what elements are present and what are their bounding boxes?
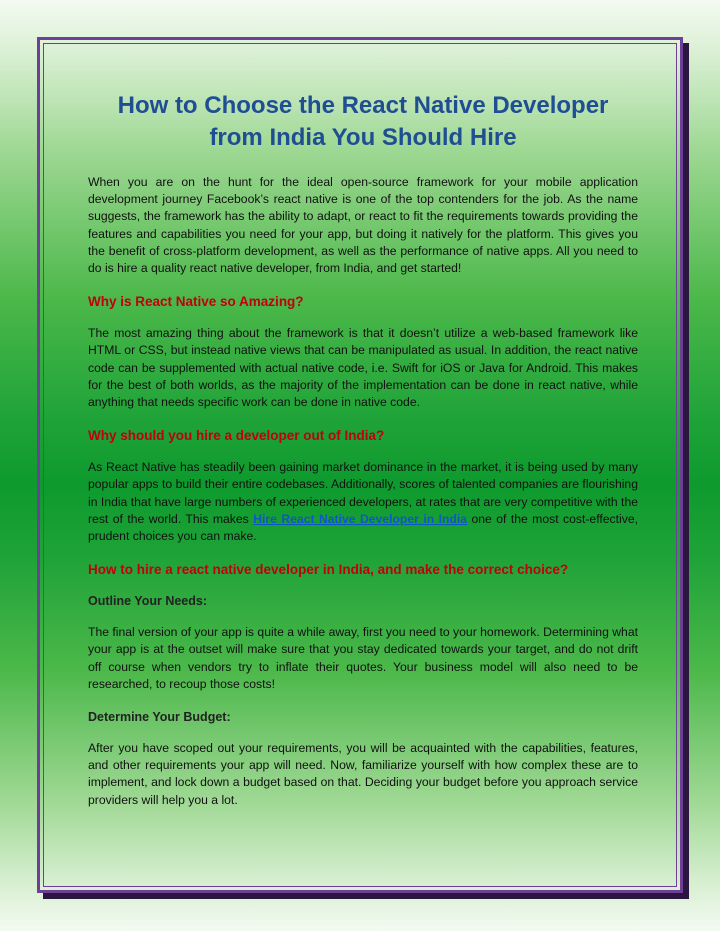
section-body-why-india (88, 459, 638, 545)
page-frame (37, 37, 683, 893)
section-heading-how-to-hire: How to hire a react native developer in India, and make the correct choice? (88, 562, 569, 578)
body-text-after-link: one of the most cost-effective, prudent choices you can make. (88, 511, 638, 544)
section-heading-why-india: Why should you hire a developer out of India? (88, 428, 385, 444)
section-body-why-amazing: The most amazing thing about the framework is that it doesn’t utilize a web-based framework like HTML or CSS, but instead native views that can be manipulated as usual. In addition, the react native code can be supplemented with actual native code, i.e. Swift for iOS or Java for Android. This makes for the best of both worlds, as the majority of the implementation can be done in react native, while anything that needs specific work can be done in native code. (88, 326, 638, 410)
section-heading-why-amazing: Why is React Native so Amazing? (88, 294, 304, 310)
body-text-before-link: As React Native has steadily been gaining market dominance in the market, it is being used by many popular apps to build their entire codebases. Additionally, scores of talented companies are flourishing in India that have large numbers of experienced developers, at rates that are very competitive with the rest of the world. This makes (88, 460, 638, 526)
body-outline-needs: The final version of your app is quite a while away, first you need to your homework. Determining what your app is at the outset will make sure that you stay dedicated towards your target, and do not drift off course when vendors try to inflate their quotes. Your business model will also need to be researched, to recoup those costs! (88, 625, 638, 691)
page-title: How to Choose the React Native Developer from India You Should Hire (117, 92, 609, 151)
document-content (88, 90, 638, 825)
subheading-determine-budget: Determine Your Budget: (88, 710, 231, 725)
hire-developer-link[interactable]: Hire React Native Developer in India (253, 511, 468, 526)
intro-paragraph: When you are on the hunt for the ideal open-source framework for your mobile application development journey Facebook’s react native is one of the top contenders for the job. As the name suggests, the framework has the ability to adapt, or react to fit the requirements towards providing the features and capabilities you need for your app, but doing it natively for the platform. This gives you the benefit of cross-platform development, as well as the performance of native apps. All you need to do is hire a quality react native developer, from India, and get started! (88, 175, 638, 276)
body-determine-budget: After you have scoped out your requirements, you will be acquainted with the capabilities, features, and other requirements your app will need. Now, familiarize yourself with how complex these are to implement, and lock down a budget based on that. Deciding your budget before you approach service providers will help you a lot. (88, 741, 638, 807)
subheading-outline-needs: Outline Your Needs: (88, 594, 208, 609)
